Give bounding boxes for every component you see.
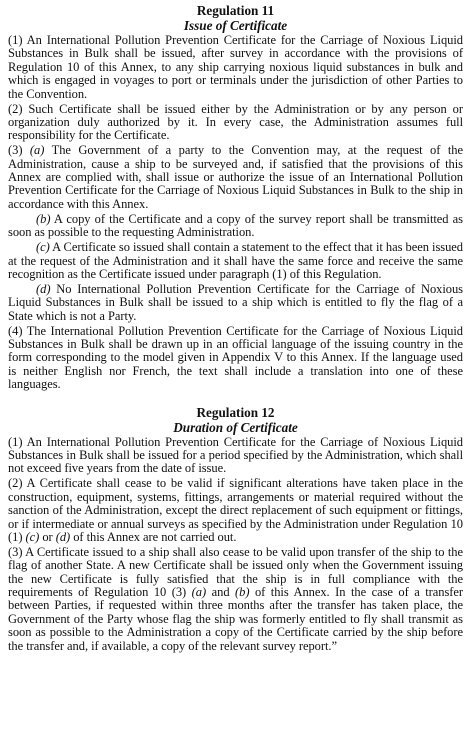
paragraph-text: A copy of the Certificate and a copy of the survey report shall be transmitted as soon as possible to the requesting Administration. — [8, 211, 463, 240]
clause-letter: (d) — [55, 529, 71, 544]
paragraph-text: and — [206, 585, 236, 600]
paragraph — [8, 546, 463, 653]
paragraph-text: of this Annex. In the case of a transfer between Parties, if requested within three months after the transfer has taken place, the Government of the Party whose flag the ship was formerly entitled to fly shall transmit as soon as possible to the Administration a copy of the Certificate carried by the ship before the transfer and, if available, a copy of the relevant survey report.” — [8, 585, 463, 653]
paragraph-text: (1) An International Pollution Prevention Certificate for the Carriage of Noxious Liquid Substances in Bulk shall be issued, after survey in accordance with the provisions of Regulation 10 of this Annex, to any ship carrying noxious liquid substances in bulk and which is engaged in voyages to port or terminals under the jurisdiction of other Parties to the Convention. — [8, 33, 463, 101]
paragraph-text: (1) An International Pollution Prevention Certificate for the Carriage of Noxious Liquid Substances in Bulk shall be issued for a period specified by the Administration, which shall not exceed five years from the date of issue. — [8, 434, 463, 476]
paragraph — [8, 477, 463, 544]
clause-letter: (c) — [25, 529, 40, 544]
paragraph — [8, 213, 463, 240]
section-gap — [8, 392, 463, 405]
paragraph-text: A Certificate so issued shall contain a statement to the effect that it has been issued at the request of the Administration and it shall have the same force and receive the same recognition as the Certificate issued under paragraph (1) of this Regulation. — [8, 240, 463, 281]
paragraph — [8, 144, 463, 211]
paragraph-text: (4) The International Pollution Prevention Certificate for the Carriage of Noxious Liquid Substances in Bulk shall be drawn up in an official language of the issuing country in the form corresponding to the model given in Appendix V to this Annex. If the language used is neither English nor French, the text shall include a translation into one of these languages. — [8, 323, 463, 392]
regulation-body — [8, 34, 463, 392]
clause-letter: (b) — [36, 211, 51, 226]
paragraph-text: (3) — [8, 143, 30, 158]
clause-letter: (c) — [36, 240, 50, 255]
regulation-body — [8, 436, 463, 654]
regulation-12 — [8, 405, 463, 654]
paragraph-text: or — [39, 529, 56, 544]
paragraph-text: (3) A Certificate issued to a ship shall also cease to be valid upon transfer of the ship to the flag of another State. A new Certificate shall be issued only when the Government issuing the new Certificate is fully satisfied that the ship is in full compliance with the requirements of Regulation 10 (3) — [8, 544, 463, 600]
paragraph-text: No International Pollution Prevention Certificate for the Carriage of Noxious Liquid Substances in Bulk shall be issued to a ship which is entitled to fly the flag of a State which is not a Party. — [8, 281, 463, 323]
paragraph — [8, 283, 463, 323]
paragraph — [8, 325, 463, 392]
clause-letter: (d) — [36, 281, 51, 296]
regulation-11 — [8, 3, 463, 392]
paragraph — [8, 436, 463, 476]
paragraph-text: (2) Such Certificate shall be issued either by the Administration or by any person or organization duly authorized by it. In every case, the Administration assumes full responsibility for the Certificate. — [8, 101, 463, 143]
paragraph-text: of this Annex are not carried out. — [70, 529, 237, 544]
regulation-subtitle: Duration of Certificate — [173, 419, 298, 435]
paragraph — [8, 241, 463, 281]
paragraph-text: (2) A Certificate shall cease to be valid if significant alterations have taken place in the construction, equipment, systems, fittings, arrangements or material required without the sanction of the Administration, except the direct replacement of such equipment or fittings, or if intermediate or annual surveys as specified by the Administration under Regulation 10 (1) — [8, 476, 463, 544]
regulation-subtitle: Issue of Certificate — [183, 18, 288, 33]
regulation-title: Regulation 12 — [196, 404, 275, 420]
clause-letter: (b) — [235, 585, 250, 600]
clause-letter: (a) — [29, 143, 45, 158]
paragraph — [8, 34, 463, 101]
paragraph-text: The Government of a party to the Convention may, at the request of the Administration, cause a ship to be surveyed and, if satisfied that the provisions of this Annex are complied with, shall issue or authorize the issue of an International Pollution Prevention Certificate for the Carriage of Noxious Liquid Substances in Bulk to the ship in accordance with this Annex. — [8, 143, 463, 211]
paragraph — [8, 103, 463, 143]
regulation-title: Regulation 11 — [196, 3, 275, 18]
clause-letter: (a) — [191, 585, 207, 600]
